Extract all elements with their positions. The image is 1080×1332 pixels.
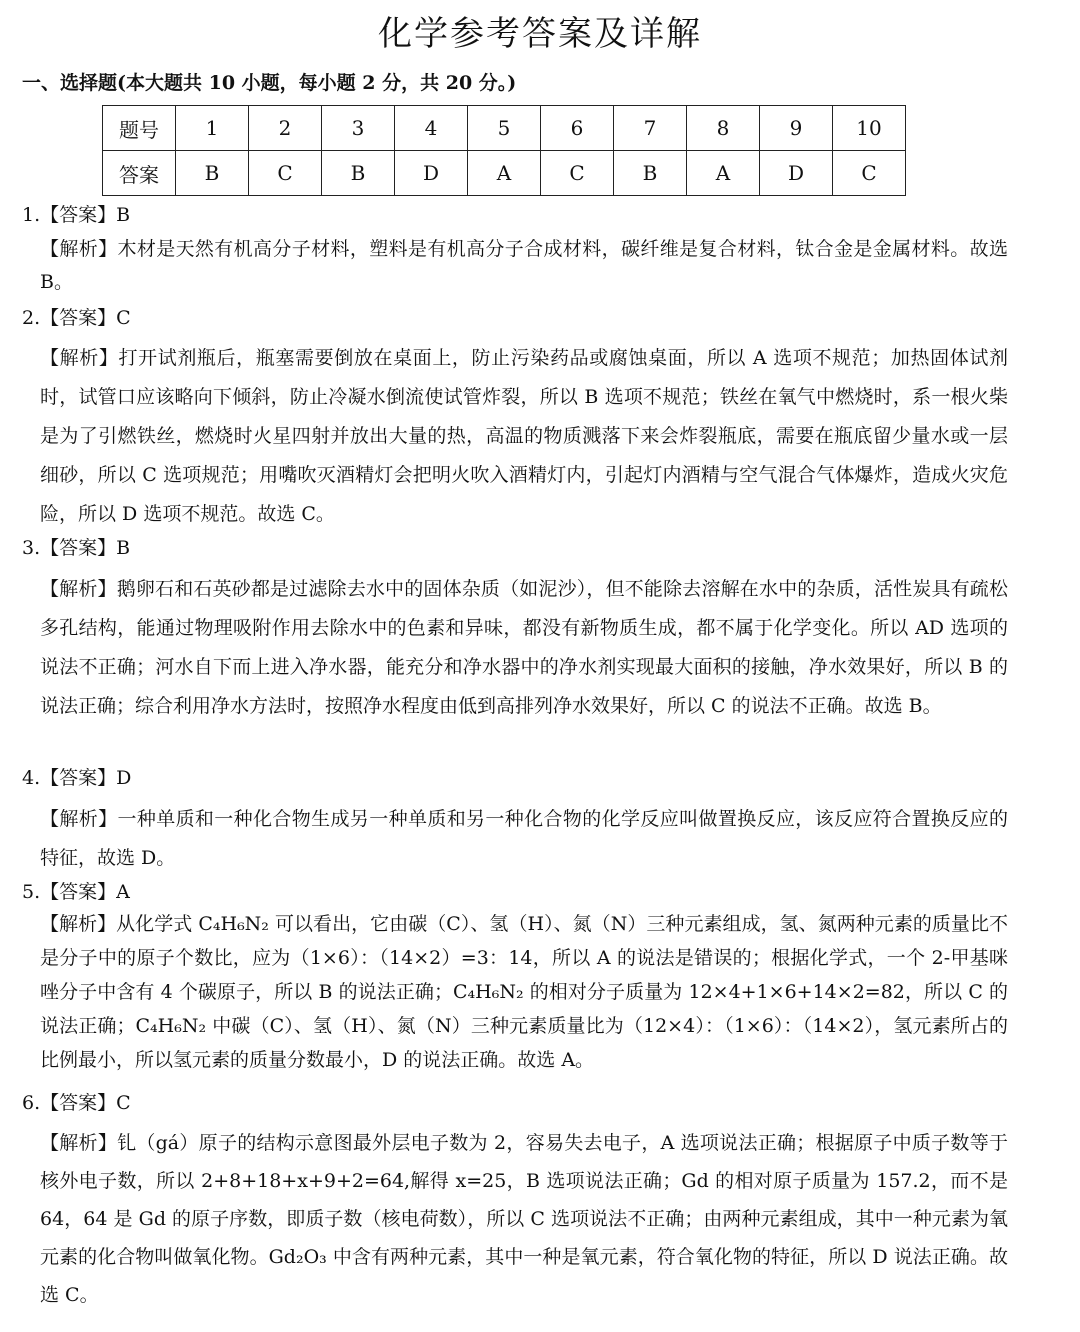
answer-value: C <box>116 307 131 329</box>
table-cell: 1 <box>176 106 249 151</box>
analysis-text: 打开试剂瓶后，瓶塞需要倒放在桌面上，防止污染药品或腐蚀桌面，所以 A 选项不规范；加热固体试剂时，试管口应该略向下倾斜，防止冷凝水倒流使试管炸裂，所以 B 选项不规范；铁丝在氧气中燃烧时，系一根火柴是为了引燃铁丝，燃烧时火星四射并放出大量的热，高温的物质溅落下来会炸裂瓶底，需要在瓶底留少量水或一层细砂，所以 C 选项规范；用嘴吹灭酒精灯会把明火吹入酒精灯内，引起灯内酒精与空气混合气体爆炸，造成火灾危险，所以 D 选项不规范。故选 C。 <box>40 347 1008 525</box>
answer-value: D <box>116 767 132 789</box>
question-3-answer <box>22 533 130 560</box>
answer-value: B <box>116 537 131 559</box>
table-cell: 2 <box>249 106 322 151</box>
answer-tag: 【答案】 <box>40 307 117 329</box>
question-number: 5. <box>22 881 41 903</box>
answer-tag: 【答案】 <box>40 537 117 559</box>
question-4-analysis <box>40 800 1008 878</box>
table-cell: 9 <box>760 106 833 151</box>
table-cell: D <box>395 151 468 196</box>
table-cell: 3 <box>322 106 395 151</box>
table-cell: C <box>249 151 322 196</box>
answer-tag: 【答案】 <box>40 1092 117 1114</box>
answer-value: A <box>116 881 130 903</box>
table-cell: A <box>468 151 541 196</box>
analysis-text: 从化学式 C₄H₆N₂ 可以看出，它由碳（C）、氢（H）、氮（N）三种元素组成，氢、氮两种元素的质量比不是分子中的原子个数比，应为（1×6）：（14×2）=3：14，所以 A 的说法是错误的；根据化学式，一个 2-甲基咪唑分子中含有 4 个碳原子，所以 B 的说法正确；C₄H₆N₂ 的相对分子质量为 12×4+1×6+14×2=82，所以 C 的说法正确；C₄H₆N₂ 中碳（C）、氢（H）、氮（N）三种元素质量比为（12×4）：（1×6）：（14×2），氢元素所占的比例最小，所以氢元素的质量分数最小，D 的说法正确。故选 A。 <box>40 913 1008 1071</box>
table-cell: 8 <box>687 106 760 151</box>
analysis-tag: 【解析】 <box>40 238 118 260</box>
answer-tag: 【答案】 <box>40 767 117 789</box>
table-cell: D <box>760 151 833 196</box>
analysis-text: 一种单质和一种化合物生成另一种单质和另一种化合物的化学反应叫做置换反应，该反应符合置换反应的特征，故选 D。 <box>40 808 1008 869</box>
question-2-answer <box>22 303 131 330</box>
section-heading: 一、选择题(本大题共 10 小题，每小题 2 分，共 20 分。) <box>22 72 517 94</box>
page-title: 化学参考答案及详解 <box>378 14 702 54</box>
table-cell: 4 <box>395 106 468 151</box>
question-5-analysis <box>40 907 1008 1077</box>
answer-tag: 【答案】 <box>40 204 117 226</box>
table-row-numbers <box>103 106 906 151</box>
question-5-answer <box>22 877 130 904</box>
question-number: 4. <box>22 767 41 789</box>
table-cell: 10 <box>833 106 906 151</box>
question-4-answer <box>22 763 131 790</box>
table-cell: B <box>614 151 687 196</box>
analysis-tag: 【解析】 <box>40 578 117 600</box>
table-cell: 6 <box>541 106 614 151</box>
table-row-answers <box>103 151 906 196</box>
question-number: 6. <box>22 1092 41 1114</box>
table-cell: C <box>833 151 906 196</box>
analysis-text: 木材是天然有机高分子材料，塑料是有机高分子合成材料，碳纤维是复合材料，钛合金是金属材料。故选 B。 <box>40 238 1008 293</box>
question-1-answer <box>22 200 130 227</box>
analysis-tag: 【解析】 <box>40 913 117 935</box>
table-cell: 5 <box>468 106 541 151</box>
row-label: 答案 <box>103 151 176 196</box>
table-cell: B <box>176 151 249 196</box>
answer-tag: 【答案】 <box>40 881 117 903</box>
question-number: 2. <box>22 307 41 329</box>
row-label: 题号 <box>103 106 176 151</box>
question-6-answer <box>22 1088 131 1115</box>
question-3-analysis <box>40 570 1008 726</box>
table-cell: B <box>322 151 395 196</box>
question-number: 3. <box>22 537 41 559</box>
answer-value: C <box>116 1092 131 1114</box>
analysis-tag: 【解析】 <box>40 808 118 830</box>
question-6-analysis <box>40 1124 1008 1314</box>
table-cell: A <box>687 151 760 196</box>
analysis-tag: 【解析】 <box>40 347 119 369</box>
question-1-analysis <box>40 233 1008 299</box>
table-cell: C <box>541 151 614 196</box>
analysis-text: 钆（gá）原子的结构示意图最外层电子数为 2，容易失去电子，A 选项说法正确；根据原子中质子数等于核外电子数，所以 2+8+18+x+9+2=64,解得 x=25，B 选项说法正确；Gd 的相对原子质量为 157.2，而不是 64，64 是 Gd 的原子序数，即质子数（核电荷数），所以 C 选项说法不正确；由两种元素组成，其中一种元素为氧元素的化合物叫做氧化物。Gd₂O₃ 中含有两种元素，其中一种是氧元素，符合氧化物的特征，所以 D 说法正确。故选 C。 <box>40 1132 1008 1306</box>
answer-table <box>102 105 906 196</box>
answer-value: B <box>116 204 131 226</box>
question-2-analysis <box>40 339 1008 534</box>
table-cell: 7 <box>614 106 687 151</box>
analysis-text: 鹅卵石和石英砂都是过滤除去水中的固体杂质（如泥沙），但不能除去溶解在水中的杂质，活性炭具有疏松多孔结构，能通过物理吸附作用去除水中的色素和异味，都没有新物质生成，都不属于化学变化。所以 AD 选项的说法不正确；河水自下而上进入净水器，能充分和净水器中的净水剂实现最大面积的接触，净水效果好，所以 B 的说法正确；综合利用净水方法时，按照净水程度由低到高排列净水效果好，所以 C 的说法不正确。故选 B。 <box>40 578 1008 717</box>
question-number: 1. <box>22 204 41 226</box>
analysis-tag: 【解析】 <box>40 1132 118 1154</box>
